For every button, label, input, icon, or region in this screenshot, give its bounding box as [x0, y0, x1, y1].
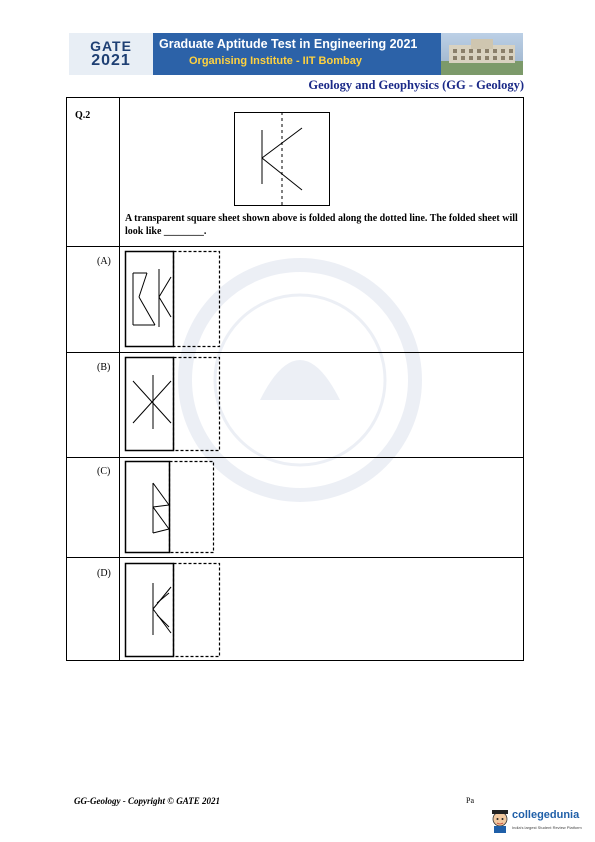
header-banner: [69, 33, 523, 75]
gate-logo-line2: 2021: [91, 52, 131, 69]
row-divider: [67, 352, 523, 353]
option-b-label: (B): [97, 362, 111, 373]
collegedunia-logo: [490, 808, 595, 836]
question-table: [66, 97, 524, 661]
gate-logo: [69, 33, 153, 75]
column-divider: [119, 98, 120, 660]
option-a-figure[interactable]: [125, 251, 221, 347]
row-divider: [67, 457, 523, 458]
student-mascot-icon: [490, 808, 510, 834]
row-divider: [67, 246, 523, 247]
option-c-figure[interactable]: [125, 461, 215, 553]
institute-building-image: [441, 33, 523, 75]
question-figure: [234, 112, 330, 206]
gate-logo-line1: GATE: [90, 38, 132, 54]
question-number: Q.2: [75, 110, 91, 121]
option-c-label: (C): [97, 466, 111, 477]
collegedunia-tagline: India's largest Student Review Platform: [512, 825, 582, 830]
collegedunia-brand: collegedunia: [512, 809, 580, 821]
option-d-label: (D): [97, 568, 111, 579]
banner-title: Graduate Aptitude Test in Engineering 2021: [159, 37, 418, 51]
question-text: A transparent square sheet shown above is folded along the dotted line. The folded sheet will look like ________.: [125, 213, 518, 237]
option-a-label: (A): [97, 256, 111, 267]
row-divider: [67, 557, 523, 558]
paper-title: Geology and Geophysics (GG - Geology): [308, 78, 524, 92]
banner-subtitle: Organising Institute - IIT Bombay: [189, 55, 362, 67]
footer-page: Pa: [466, 796, 474, 805]
option-d-figure[interactable]: [125, 563, 221, 657]
option-b-figure[interactable]: [125, 357, 221, 451]
footer-copyright: GG-Geology - Copyright © GATE 2021: [74, 796, 220, 806]
